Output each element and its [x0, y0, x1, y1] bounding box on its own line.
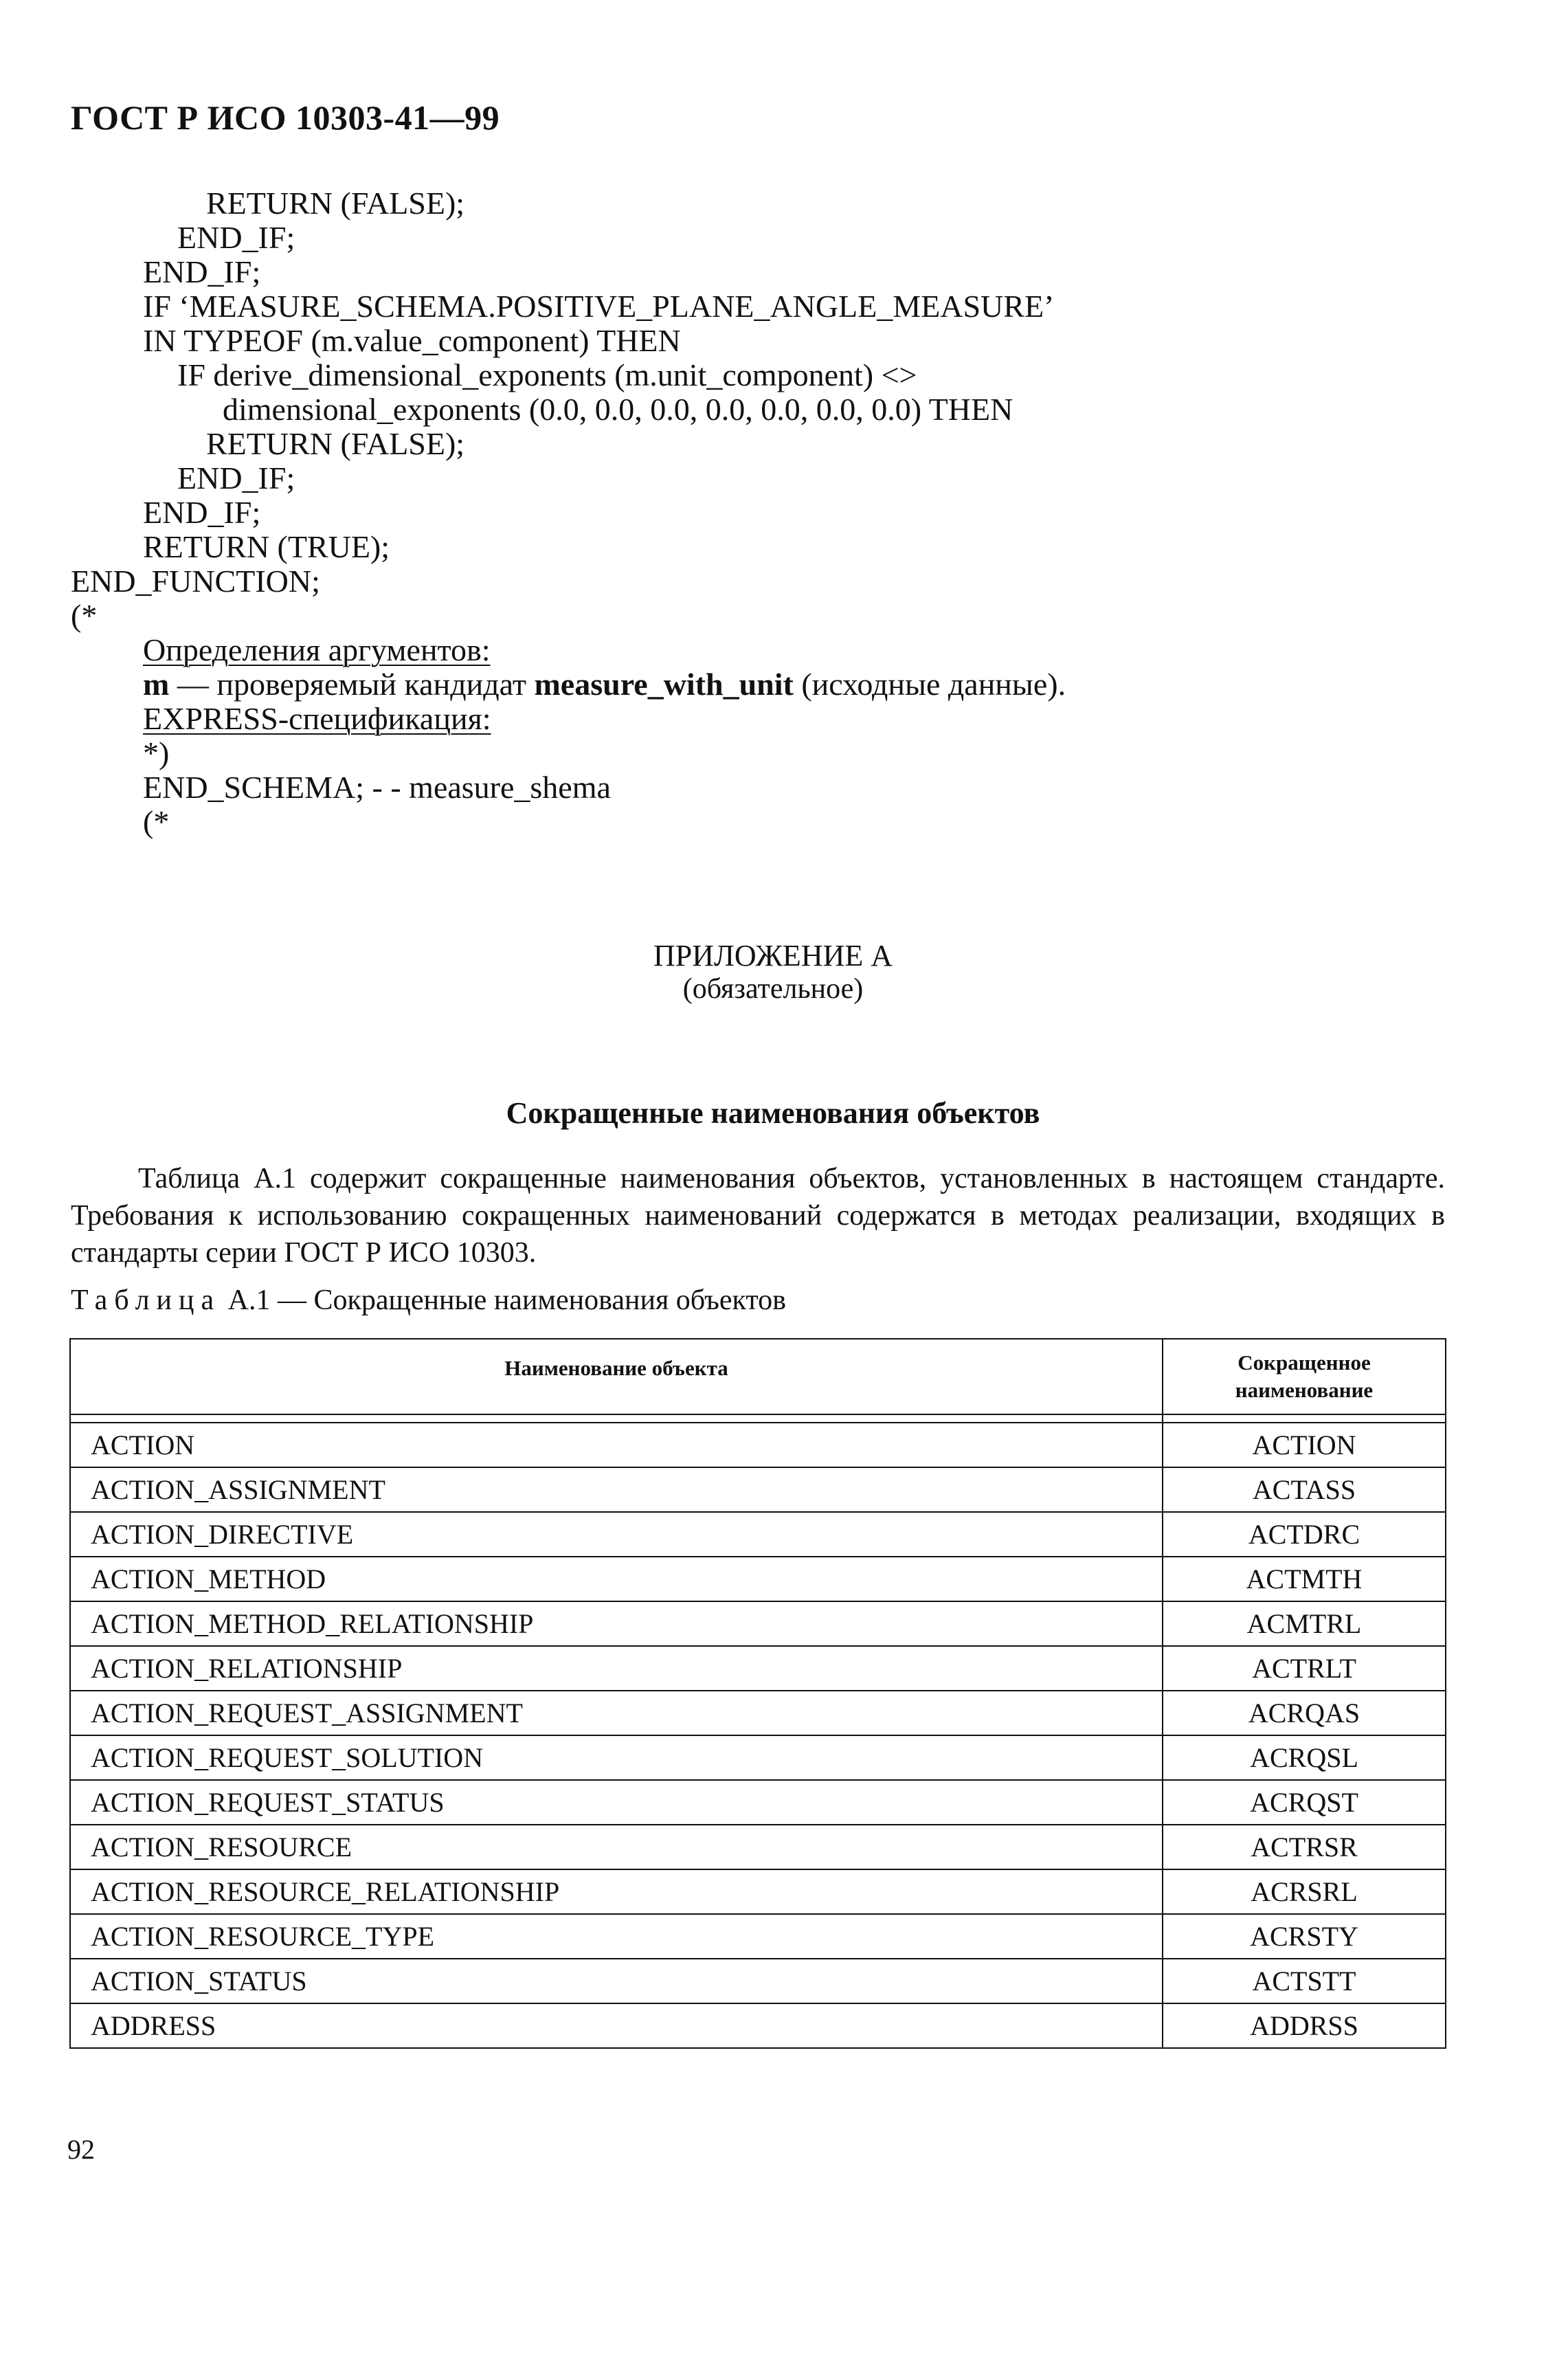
paragraph-text: Таблица А.1 содержит сокращенные наименования объектов, установленных в настоящем стандарте. Требования к использованию сокращенных наименований содержатся в методах реализации, входящих в стандарты серии ГОСТ Р ИСО 10303.	[71, 1163, 1445, 1269]
argument-note: (исходные данные).	[793, 667, 1066, 702]
table-row	[70, 1959, 1446, 2003]
code-line: END_FUNCTION;	[71, 564, 320, 599]
abbreviations-table	[69, 1338, 1445, 2049]
abbreviation-cell: ACRQAS	[1163, 1691, 1446, 1735]
object-name-cell: ACTION_RESOURCE_RELATIONSHIP	[70, 1869, 1163, 1914]
table-row	[70, 1735, 1446, 1780]
section-title: Сокращенные наименования объектов	[506, 1096, 1040, 1130]
standard-header: ГОСТ Р ИСО 10303-41—99	[71, 98, 500, 137]
table-row	[70, 1691, 1446, 1735]
code-line: RETURN (TRUE);	[143, 529, 390, 564]
code-line: RETURN (FALSE);	[206, 186, 465, 221]
table-row	[70, 1601, 1446, 1646]
table-row	[70, 2003, 1446, 2048]
table-caption-title: А.1 — Сокращенные наименования объектов	[221, 1284, 786, 1316]
abbreviation-cell: ADDRSS	[1163, 2003, 1446, 2048]
object-name-cell: ACTION_METHOD	[70, 1557, 1163, 1601]
code-line: (*	[143, 804, 170, 839]
object-name-cell: ACTION_RESOURCE_TYPE	[70, 1914, 1163, 1959]
abbreviation-cell: ACTASS	[1163, 1467, 1446, 1512]
code-line: IF derive_dimensional_exponents (m.unit_component) <>	[177, 357, 917, 392]
object-name-cell: ACTION	[70, 1423, 1163, 1467]
arguments-heading: Определения аргументов:	[143, 632, 491, 667]
abbreviation-cell: ACTRSR	[1163, 1825, 1446, 1869]
table-row	[70, 1467, 1446, 1512]
column-header-abbr-line2: наименование	[1235, 1378, 1374, 1402]
object-name-cell: ACTION_ASSIGNMENT	[70, 1467, 1163, 1512]
argument-type: measure_with_unit	[534, 667, 794, 702]
code-line: *)	[143, 735, 170, 770]
abbreviation-cell: ACTMTH	[1163, 1557, 1446, 1601]
abbreviation-cell: ACRQST	[1163, 1780, 1446, 1825]
table-row	[70, 1780, 1446, 1825]
abbreviation-cell: ACRSTY	[1163, 1914, 1446, 1959]
page-number: 92	[67, 2134, 95, 2165]
table-row	[70, 1423, 1446, 1467]
object-name-cell: ADDRESS	[70, 2003, 1163, 2048]
appendix-title: ПРИЛОЖЕНИЕ А	[653, 939, 893, 972]
express-spec-heading: EXPRESS-спецификация:	[143, 701, 491, 736]
object-name-cell: ACTION_STATUS	[70, 1959, 1163, 2003]
code-line: END_IF;	[143, 495, 261, 530]
column-header-abbr	[1163, 1339, 1446, 1414]
abbreviation-cell: ACMTRL	[1163, 1601, 1446, 1646]
table-caption	[71, 1284, 786, 1317]
object-name-cell: ACTION_REQUEST_STATUS	[70, 1780, 1163, 1825]
header-separator	[70, 1414, 1446, 1423]
abbreviation-cell: ACTRLT	[1163, 1646, 1446, 1691]
argument-name: m	[143, 667, 170, 702]
code-line: END_IF;	[177, 460, 295, 496]
table-row	[70, 1557, 1446, 1601]
abbreviation-cell: ACTSTT	[1163, 1959, 1446, 2003]
object-name-cell: ACTION_METHOD_RELATIONSHIP	[70, 1601, 1163, 1646]
code-line: IF ‘MEASURE_SCHEMA.POSITIVE_PLANE_ANGLE_MEASURE’	[143, 289, 1055, 324]
code-line: dimensional_exponents (0.0, 0.0, 0.0, 0.0, 0.0, 0.0, 0.0) THEN	[223, 392, 1013, 427]
argument-definition	[143, 667, 1066, 702]
object-name-cell: ACTION_DIRECTIVE	[70, 1512, 1163, 1557]
code-line: END_IF;	[177, 220, 295, 255]
code-line: (*	[71, 598, 98, 633]
code-line: RETURN (FALSE);	[206, 426, 465, 461]
code-line: END_IF;	[143, 254, 261, 289]
column-header-name: Наименование объекта	[70, 1339, 1163, 1414]
object-name-cell: ACTION_REQUEST_SOLUTION	[70, 1735, 1163, 1780]
table-row	[70, 1869, 1446, 1914]
appendix-subtitle: (обязательное)	[682, 973, 864, 1005]
abbreviation-cell: ACTION	[1163, 1423, 1446, 1467]
table-caption-label: Таблица	[71, 1284, 221, 1316]
abbreviation-cell: ACTDRC	[1163, 1512, 1446, 1557]
section-paragraph	[71, 1160, 1445, 1271]
object-name-cell: ACTION_RELATIONSHIP	[70, 1646, 1163, 1691]
table-row	[70, 1914, 1446, 1959]
table-row	[70, 1646, 1446, 1691]
object-name-cell: ACTION_REQUEST_ASSIGNMENT	[70, 1691, 1163, 1735]
code-line: IN TYPEOF (m.value_component) THEN	[143, 323, 681, 358]
table-body	[70, 1423, 1446, 2048]
abbreviation-cell: ACRQSL	[1163, 1735, 1446, 1780]
table-row	[70, 1825, 1446, 1869]
table-row	[70, 1512, 1446, 1557]
abbreviation-cell: ACRSRL	[1163, 1869, 1446, 1914]
code-line: END_SCHEMA; - - measure_shema	[143, 770, 611, 805]
object-name-cell: ACTION_RESOURCE	[70, 1825, 1163, 1869]
column-header-abbr-line1: Сокращенное	[1237, 1350, 1371, 1375]
argument-description: — проверяемый кандидат	[169, 667, 535, 702]
